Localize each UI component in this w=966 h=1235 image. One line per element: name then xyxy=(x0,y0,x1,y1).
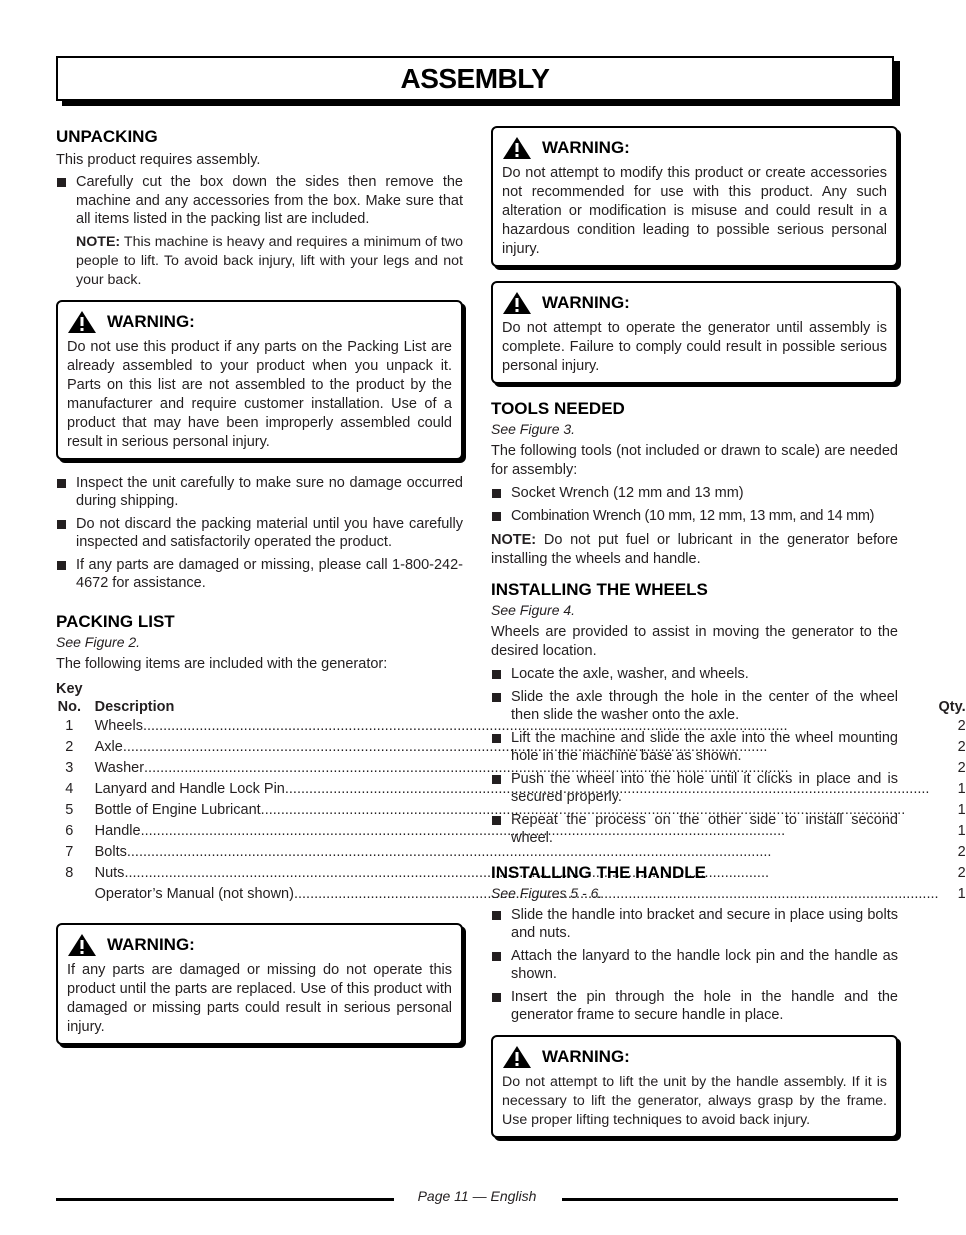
warning-box-operate xyxy=(491,281,898,384)
square-bullet-icon xyxy=(492,734,501,743)
row-key: 1 xyxy=(65,717,74,734)
warning-box-lift xyxy=(491,1035,898,1138)
list-item xyxy=(491,688,898,725)
square-bullet-icon xyxy=(492,489,501,498)
row-key: 2 xyxy=(65,738,74,755)
handle-list xyxy=(491,906,898,1025)
handle-heading: INSTALLING THE HANDLE xyxy=(491,862,707,882)
list-item xyxy=(491,507,898,526)
square-bullet-icon xyxy=(492,775,501,784)
warning-box-packing xyxy=(56,923,463,1045)
col-qty-header: Qty. xyxy=(938,698,966,715)
list-item xyxy=(491,665,898,684)
page-title-box xyxy=(56,56,894,101)
unpacking-list xyxy=(56,173,463,229)
square-bullet-icon xyxy=(492,952,501,961)
note-text: This machine is heavy and requires a minimum of two people to lift. To avoid back injury, lift with your legs and not your back. xyxy=(76,233,463,288)
list-item xyxy=(491,729,898,766)
row-key: 8 xyxy=(65,864,74,881)
list-item-text: Push the wheel into the hole until it clicks in place and is secured properly. xyxy=(511,770,898,805)
row-description: Lanyard and Handle Lock Pin xyxy=(94,780,285,797)
col-key-header xyxy=(56,680,83,716)
warning-header xyxy=(502,291,887,315)
list-item xyxy=(56,173,463,229)
warning-triangle-icon xyxy=(502,291,532,315)
row-qty: 1 xyxy=(957,780,966,797)
list-item xyxy=(491,906,898,943)
row-key: 7 xyxy=(65,843,74,860)
square-bullet-icon xyxy=(57,561,66,570)
row-key xyxy=(56,884,83,905)
row-key: 6 xyxy=(65,822,74,839)
list-item-text: Lift the machine and slide the axle into the wheel mounting hole in the machine base as shown. xyxy=(511,729,898,764)
unpacking-intro: This product requires assembly. xyxy=(56,152,261,168)
tools-list xyxy=(491,484,898,525)
square-bullet-icon xyxy=(492,911,501,920)
col-key-line1: Key xyxy=(56,680,83,697)
warning-label: WARNING: xyxy=(107,311,195,331)
tools-note xyxy=(491,531,898,569)
warning-label: WARNING: xyxy=(542,138,630,157)
square-bullet-icon xyxy=(57,178,66,187)
row-key: 5 xyxy=(65,801,74,818)
wheels-list xyxy=(491,665,898,848)
list-item xyxy=(491,811,898,848)
row-qty: 1 xyxy=(957,801,966,818)
warning-label: WARNING: xyxy=(542,1046,630,1066)
warning-label: WARNING: xyxy=(542,293,630,312)
list-item-text: Inspect the unit carefully to make sure no damage occurred during shipping. xyxy=(76,474,463,509)
row-qty: 2 xyxy=(957,759,966,776)
list-item-text: Insert the pin through the hole in the handle and the generator frame to secure handle in place. xyxy=(511,988,898,1023)
warning-triangle-icon xyxy=(502,136,532,160)
list-item-text: Carefully cut the box down the sides then remove the machine and any accessories from the box. Make sure that all items listed in the packing list are included. xyxy=(76,174,463,227)
warning-header xyxy=(502,1045,887,1069)
warning-text: If any parts are damaged or missing do not operate this product until the parts are replaced. Use of this product with damaged or missing parts could result in serious personal injury. xyxy=(67,961,452,1035)
wheels-intro: Wheels are provided to assist in moving the generator to the desired location. xyxy=(491,624,898,659)
square-bullet-icon xyxy=(492,816,501,825)
row-description: Operator’s Manual (not shown) xyxy=(94,885,294,902)
row-qty: 2 xyxy=(957,717,966,734)
list-item-text: Attach the lanyard to the handle lock pin and the handle as shown. xyxy=(511,947,898,982)
list-item-text: Slide the axle through the hole in the center of the wheel then slide the washer onto the axle. xyxy=(511,688,898,723)
list-item xyxy=(56,515,463,552)
row-qty: 1 xyxy=(957,885,966,902)
list-item-text: Combination Wrench (10 mm, 12 mm, 13 mm, and 14 mm) xyxy=(511,507,875,524)
square-bullet-icon xyxy=(492,670,501,679)
right-column xyxy=(491,126,898,1138)
col-desc-header: Description xyxy=(94,698,175,715)
warning-header xyxy=(67,310,452,334)
unpacking-note xyxy=(56,233,463,290)
warning-triangle-icon xyxy=(67,310,97,334)
row-description: Nuts xyxy=(94,864,125,881)
wheels-figure-ref: See Figure 4. xyxy=(491,602,576,618)
row-description: Wheels xyxy=(94,717,143,734)
list-item-text: Socket Wrench (12 mm and 13 mm) xyxy=(511,485,744,501)
handle-figure-ref: See Figures 5 - 6. xyxy=(491,884,603,901)
row-key: 4 xyxy=(65,780,74,797)
packing-list-heading: PACKING LIST xyxy=(56,611,175,631)
note-label: NOTE: xyxy=(491,532,537,548)
list-item xyxy=(491,988,898,1025)
wheels-heading: INSTALLING THE WHEELS xyxy=(491,580,708,599)
square-bullet-icon xyxy=(492,693,501,702)
row-qty: 1 xyxy=(957,822,966,839)
warning-box-modify xyxy=(491,126,898,267)
square-bullet-icon xyxy=(492,993,501,1002)
row-qty: 2 xyxy=(957,738,966,755)
footer-rule-right xyxy=(562,1198,898,1201)
row-description: Washer xyxy=(94,759,145,776)
packing-list-figure-ref: See Figure 2. xyxy=(56,633,141,650)
tools-intro: The following tools (not included or drawn to scale) are needed for assembly: xyxy=(491,443,898,478)
warning-text: Do not attempt to modify this product or create accessories not recommended for use with this product. Any such alteration or modification is misuse and could result in a hazardous condition leading to possible serious personal injury. xyxy=(502,165,887,257)
list-item-text: Slide the handle into bracket and secure in place using bolts and nuts. xyxy=(511,906,898,941)
list-item xyxy=(491,770,898,807)
list-item xyxy=(56,474,463,511)
row-key: 3 xyxy=(65,759,74,776)
col-key-line2: No. xyxy=(57,698,81,715)
page-title: ASSEMBLY xyxy=(400,62,550,94)
unpacking-heading: UNPACKING xyxy=(56,127,158,146)
warning-text: Do not attempt to operate the generator until assembly is complete. Failure to comply could result in possible serious personal injury. xyxy=(502,320,887,374)
row-description: Handle xyxy=(94,822,141,839)
square-bullet-icon xyxy=(57,520,66,529)
square-bullet-icon xyxy=(492,512,501,521)
list-item xyxy=(56,556,463,593)
row-description: Bottle of Engine Lubricant xyxy=(94,801,261,818)
note-text: Do not put fuel or lubricant in the generator before installing the wheels and handle. xyxy=(491,532,898,567)
row-description: Axle xyxy=(94,738,123,755)
row-qty: 2 xyxy=(957,843,966,860)
row-qty: 2 xyxy=(957,864,966,881)
tools-heading: TOOLS NEEDED xyxy=(491,399,625,418)
warning-box-unpack xyxy=(56,300,463,460)
list-item-text: Locate the axle, washer, and wheels. xyxy=(511,666,749,682)
warning-triangle-icon xyxy=(502,1045,532,1069)
warning-text: Do not use this product if any parts on the Packing List are already assembled to your product when you unpack it. Parts on this list are not assembled to the product by the manufacturer and require customer installation. Use of a product that may have been improperly assembled could result in serious personal injury. xyxy=(67,338,452,450)
list-item xyxy=(491,484,898,503)
inspect-list xyxy=(56,474,463,593)
note-label: NOTE: xyxy=(76,233,121,250)
packing-list-intro: The following items are included with the generator: xyxy=(56,655,388,672)
warning-label: WARNING: xyxy=(107,934,195,954)
page-footer xyxy=(56,1186,898,1206)
list-item-text: Do not discard the packing material until you have carefully inspected and satisfactorily operated the product. xyxy=(76,515,463,550)
warning-header xyxy=(67,933,452,957)
warning-triangle-icon xyxy=(67,933,97,957)
list-item-text: If any parts are damaged or missing, please call 1-800-242-4672 for assistance. xyxy=(76,556,463,591)
list-item-text: Repeat the process on the other side to install second wheel. xyxy=(511,811,898,846)
list-item xyxy=(491,947,898,984)
warning-text: Do not attempt to lift the unit by the handle assembly. If it is necessary to lift the generator, always grasp by the frame. Use proper lifting techniques to avoid back injury. xyxy=(502,1073,887,1128)
square-bullet-icon xyxy=(57,479,66,488)
tools-figure-ref: See Figure 3. xyxy=(491,421,576,437)
row-description: Bolts xyxy=(94,843,127,860)
warning-header xyxy=(502,136,887,160)
page-number: Page 11 — English xyxy=(417,1188,537,1204)
